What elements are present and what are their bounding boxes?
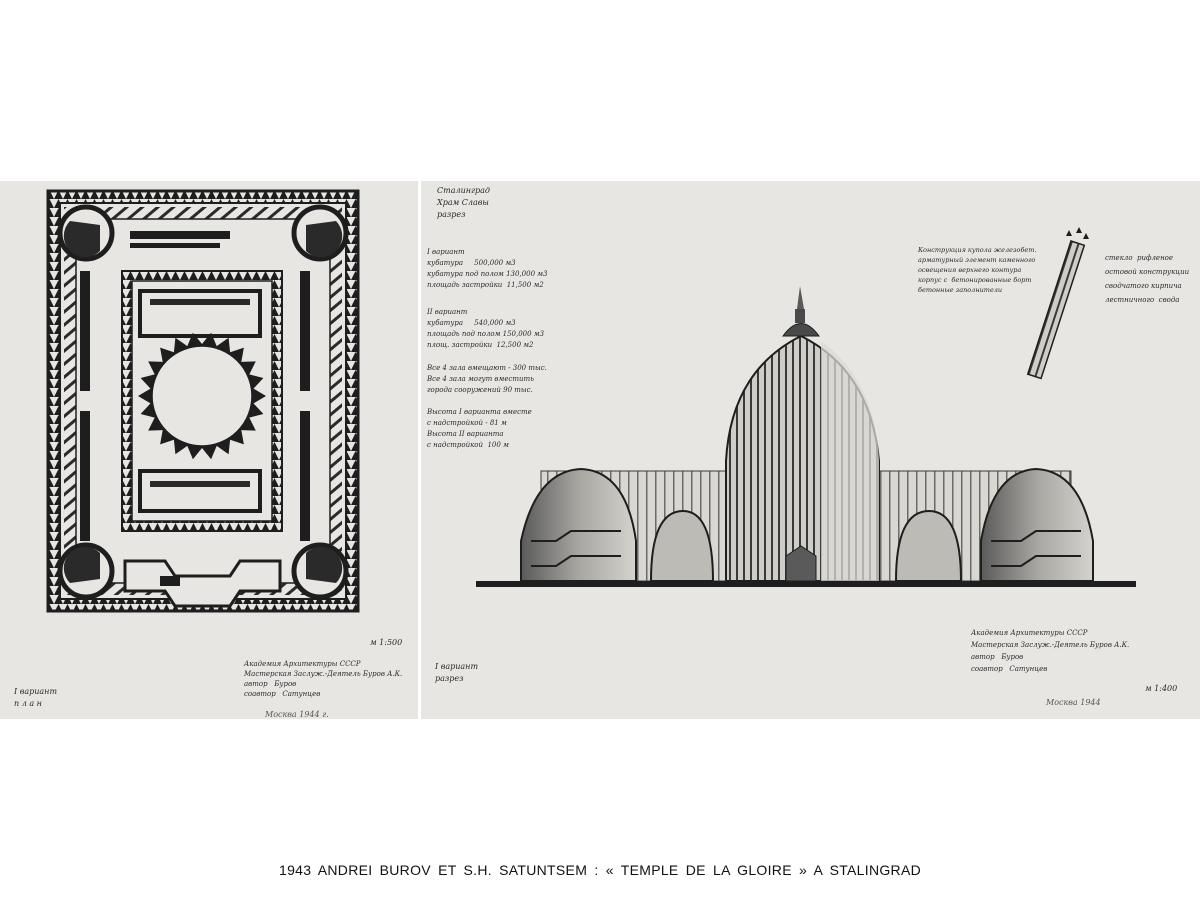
section-title: Сталинград Храм Славы разрез [437, 186, 490, 219]
plan-title-block: Академия Архитектуры СССР Мастерская Заслуж.-Деятель Буров А.К. автор Буров соавтор Сатунцев [244, 660, 403, 698]
section-variant-note: I вариант разрез [435, 662, 479, 683]
plan-scale-note: м 1:500 [370, 638, 403, 647]
section-title-block: Академия Архитектуры СССР Мастерская Заслуж.-Деятель Буров А.К. автор Буров соавтор Сатунцев [971, 629, 1130, 673]
section-drawing-sheet [421, 181, 1200, 719]
plan-drawing-sheet [0, 181, 418, 719]
plan-drawing [0, 181, 418, 719]
section-date: Москва 1944 [1046, 698, 1101, 707]
section-notes-heights: Высота I варианта вместе с надстройкой - 81 м Высота II варианта с надстройкой 100 м [427, 408, 532, 449]
section-legend-right: стекло рифленое остовой конструкции сводчатого кирпича лестничного свода [1105, 254, 1190, 304]
section-scale: м 1:400 [1145, 684, 1178, 693]
plan-variant-note: I вариант п л а н [14, 687, 58, 708]
image-caption: 1943 ANDREI BUROV ET S.H. SATUNTSEM : « TEMPLE DE LA GLOIRE » A STALINGRAD [278, 862, 921, 878]
section-legend-left: Конструкция купола железобет. арматурный элемент каменного освещения верхнего контура корпус с бетонированные борт бетонные заполнители [918, 246, 1037, 294]
section-notes-variant-1: I вариант кубатура 500,000 м3 кубатура под полом 130,000 м3 площадь застройки 11,500 м2 [427, 248, 548, 289]
plan-date: Москва 1944 г. [265, 710, 329, 719]
section-notes-capacity: Все 4 зала вмещают - 300 тыс. Все 4 зала могут вместить города сооружений 90 тыс. [427, 364, 547, 394]
section-notes-variant-2: II вариант кубатура 540,000 м3 площадь под полом 150,000 м3 площ. застройки 12,500 м2 [427, 308, 545, 349]
